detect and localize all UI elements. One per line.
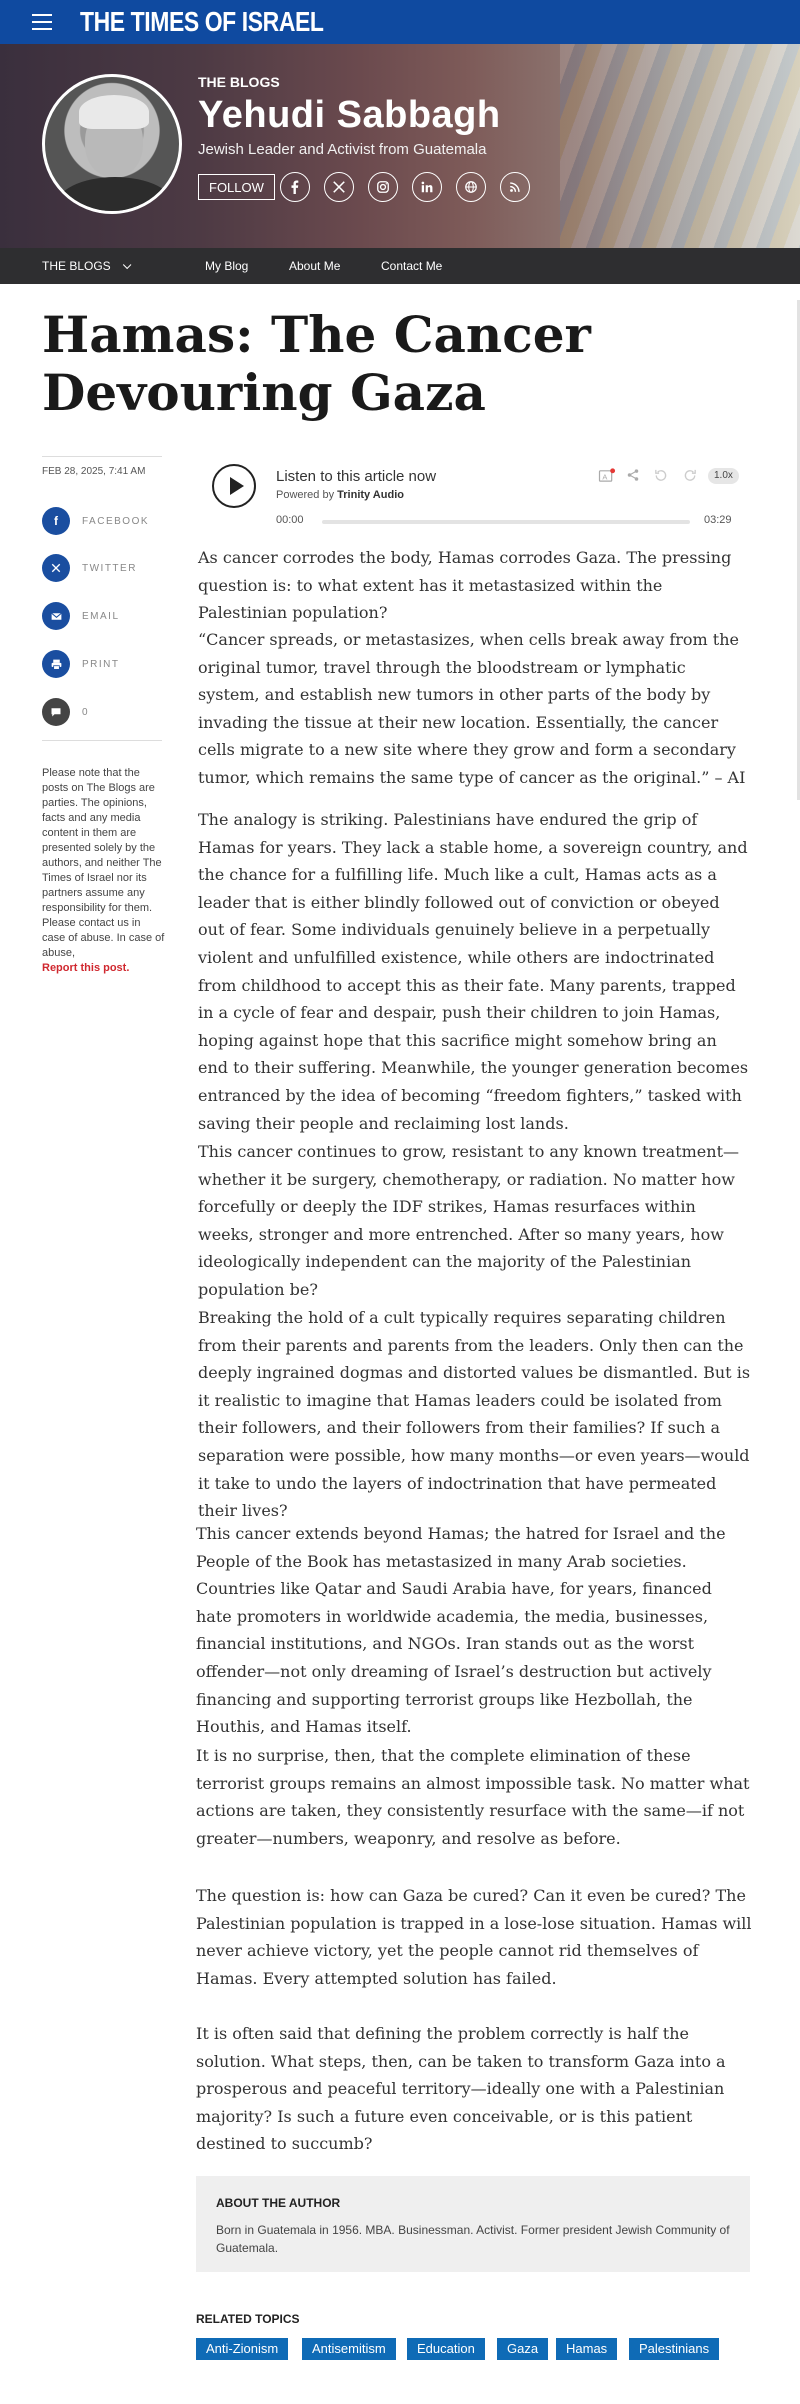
- play-icon[interactable]: [212, 464, 256, 508]
- translate-icon[interactable]: [596, 466, 618, 484]
- share-icon[interactable]: [624, 466, 642, 484]
- article-paragraph: This cancer continues to grow, resistant to any known treatment—whether it be surgery, chemotherapy, or radiation. No matter how forcefully or deeply the IDF strikes, Hamas resurfaces within weeks, stronger and more entrenched. After so many years, how ideologically independent can the majority of the Palestinian population be?: [198, 1142, 739, 1299]
- top-bar: [0, 0, 800, 44]
- nav-contact-me[interactable]: Contact Me: [381, 259, 443, 273]
- follow-button[interactable]: FOLLOW: [198, 174, 275, 200]
- article-paragraph: It is no surprise, then, that the complete elimination of these terrorist groups remains an almost impossible task. No matter what actions are taken, they consistently resurface with the same—if not greater—numbers, weaponry, and resolve as before.: [196, 1746, 750, 1848]
- comments-count[interactable]: 0: [42, 697, 182, 727]
- share-twitter[interactable]: TWITTER: [42, 553, 182, 583]
- article-paragraph: As cancer corrodes the body, Hamas corrodes Gaza. The pressing question is: to what extent has it metastasized within the Palestinian population?: [198, 548, 732, 623]
- hero-background: [560, 44, 800, 248]
- author-name[interactable]: Yehudi Sabbagh: [198, 94, 501, 136]
- author-avatar: [42, 74, 182, 214]
- nav-the-blogs[interactable]: THE BLOGS: [42, 259, 128, 273]
- menu-icon[interactable]: [32, 14, 52, 30]
- article-title: Hamas: The Cancer Devouring Gaza: [42, 305, 591, 422]
- facebook-icon: f: [42, 507, 70, 535]
- about-author-box: [196, 2176, 750, 2272]
- forward-icon[interactable]: [680, 466, 700, 484]
- instagram-icon[interactable]: [368, 172, 398, 202]
- topic-tag[interactable]: Hamas: [556, 2338, 617, 2360]
- facebook-icon[interactable]: [280, 172, 310, 202]
- svg-text:A: A: [602, 471, 608, 481]
- globe-icon[interactable]: [456, 172, 486, 202]
- share-facebook[interactable]: f FACEBOOK: [42, 506, 182, 536]
- print-icon: [42, 650, 70, 678]
- site-logo[interactable]: THE TIMES OF ISRAEL: [80, 6, 324, 37]
- report-post-link[interactable]: Report this post.: [42, 962, 130, 974]
- playback-speed[interactable]: 1.0x: [708, 468, 739, 484]
- rewind-icon[interactable]: [650, 466, 670, 484]
- audio-title: Listen to this article now: [276, 468, 437, 485]
- topic-tag[interactable]: Education: [407, 2338, 485, 2360]
- rss-icon[interactable]: [500, 172, 530, 202]
- article-paragraph: The question is: how can Gaza be cured? Can it even be cured? The Palestinian population is trapped in a lose-lose situation. Hamas will never achieve victory, yet the people cannot rid themselves of Hamas. Every attempted solution has failed.: [196, 1886, 752, 1988]
- audio-duration: 03:29: [704, 514, 732, 526]
- topic-tag[interactable]: Antisemitism: [302, 2338, 396, 2360]
- article-date: FEB 28, 2025, 7:41 AM: [42, 466, 146, 477]
- topic-tag[interactable]: Anti-Zionism: [196, 2338, 288, 2360]
- share-email[interactable]: EMAIL: [42, 601, 182, 631]
- audio-progress-track[interactable]: [322, 520, 690, 524]
- divider: [42, 740, 162, 741]
- disclaimer: Please note that the posts on The Blogs are parties. The opinions, facts and any media content in them are presented solely by the authors, and neither The Times of Israel nor its partners assume any responsibility for them. Please contact us in case of abuse. In case of abuse, Report this post.: [42, 767, 165, 974]
- nav-my-blog[interactable]: My Blog: [205, 259, 249, 273]
- comment-icon: [42, 698, 70, 726]
- section-label[interactable]: THE BLOGS: [198, 74, 280, 90]
- divider: [42, 456, 162, 457]
- author-tagline: Jewish Leader and Activist from Guatemala: [198, 141, 487, 158]
- chevron-down-icon: [123, 261, 131, 269]
- nav-about-me[interactable]: About Me: [289, 259, 341, 273]
- linkedin-icon[interactable]: [412, 172, 442, 202]
- article-paragraph: Breaking the hold of a cult typically requires separating children from their parents and parents from the leaders. Only then can the deeply ingrained dogmas and distorted values be dismantled. But is it realistic to imagine that Hamas leaders could be isolated from their followers, and their followers from their families? If such a separation were possible, how many months—or even years—would it take to undo the layers of indoctrination that have permeated their lives?: [198, 1308, 751, 1521]
- x-icon[interactable]: [324, 172, 354, 202]
- topic-tag[interactable]: Palestinians: [629, 2338, 719, 2360]
- author-hero: [0, 44, 800, 248]
- audio-player: [198, 458, 758, 530]
- topic-tag[interactable]: Gaza: [497, 2338, 548, 2360]
- article-paragraph: This cancer extends beyond Hamas; the hatred for Israel and the People of the Book has metastasized in many Arab societies. Countries like Qatar and Saudi Arabia have, for years, financed hate promoters in worldwide academia, the media, businesses, financial institutions, and NGOs. Iran stands out as the worst offender—not only dreaming of Israel’s destruction but actively financing and supporting terrorist groups like Hezbollah, the Houthis, and Hamas itself.: [196, 1524, 726, 1737]
- about-author-text: Born in Guatemala in 1956. MBA. Businessman. Activist. Former president Jewish Community of Guatemala.: [216, 2223, 730, 2255]
- article-paragraph: The analogy is striking. Palestinians have endured the grip of Hamas for years. They lack a stable home, a sovereign country, and the chance for a fulfilling life. Much like a cult, Hamas acts as a leader that is either blindly followed out of conviction or obeyed out of fear. Some individuals genuinely believe in a perpetually violent and unfulfilled existence, while others are indoctrinated from childhood to accept this as their fate. Many parents, trapped in a cycle of fear and despair, push their children to join Hamas, hoping against hope that this sacrifice might somehow bring an end to their suffering. Meanwhile, the younger generation becomes entranced by the idea of becoming “freedom fighters,” tasked with saving their people and reclaiming lost lands.: [198, 810, 749, 1133]
- x-icon: [42, 554, 70, 582]
- article-paragraph: It is often said that defining the problem correctly is half the solution. What steps, then, can be taken to transform Gaza into a prosperous and peaceful territory—ideally one with a Palestinian majority? Is such a future even conceivable, or is this patient destined to succumb?: [196, 2024, 726, 2154]
- about-author-heading: ABOUT THE AUTHOR: [216, 2196, 341, 2210]
- share-print[interactable]: PRINT: [42, 649, 182, 679]
- audio-current-time: 00:00: [276, 514, 304, 526]
- article-quote: “Cancer spreads, or metastasizes, when cells break away from the original tumor, travel through the bloodstream or lymphatic system, and establish new tumors in other parts of the body by invading the tissue at their new location. Essentially, the cancer cells migrate to a new site where they grow and form a secondary tumor, which remains the same type of cancer as the original.” – AI: [198, 630, 746, 787]
- related-topics-heading: RELATED TOPICS: [196, 2312, 300, 2326]
- email-icon: [42, 602, 70, 630]
- blog-nav: [0, 248, 800, 284]
- audio-powered-by: Powered by Trinity Audio: [276, 489, 404, 501]
